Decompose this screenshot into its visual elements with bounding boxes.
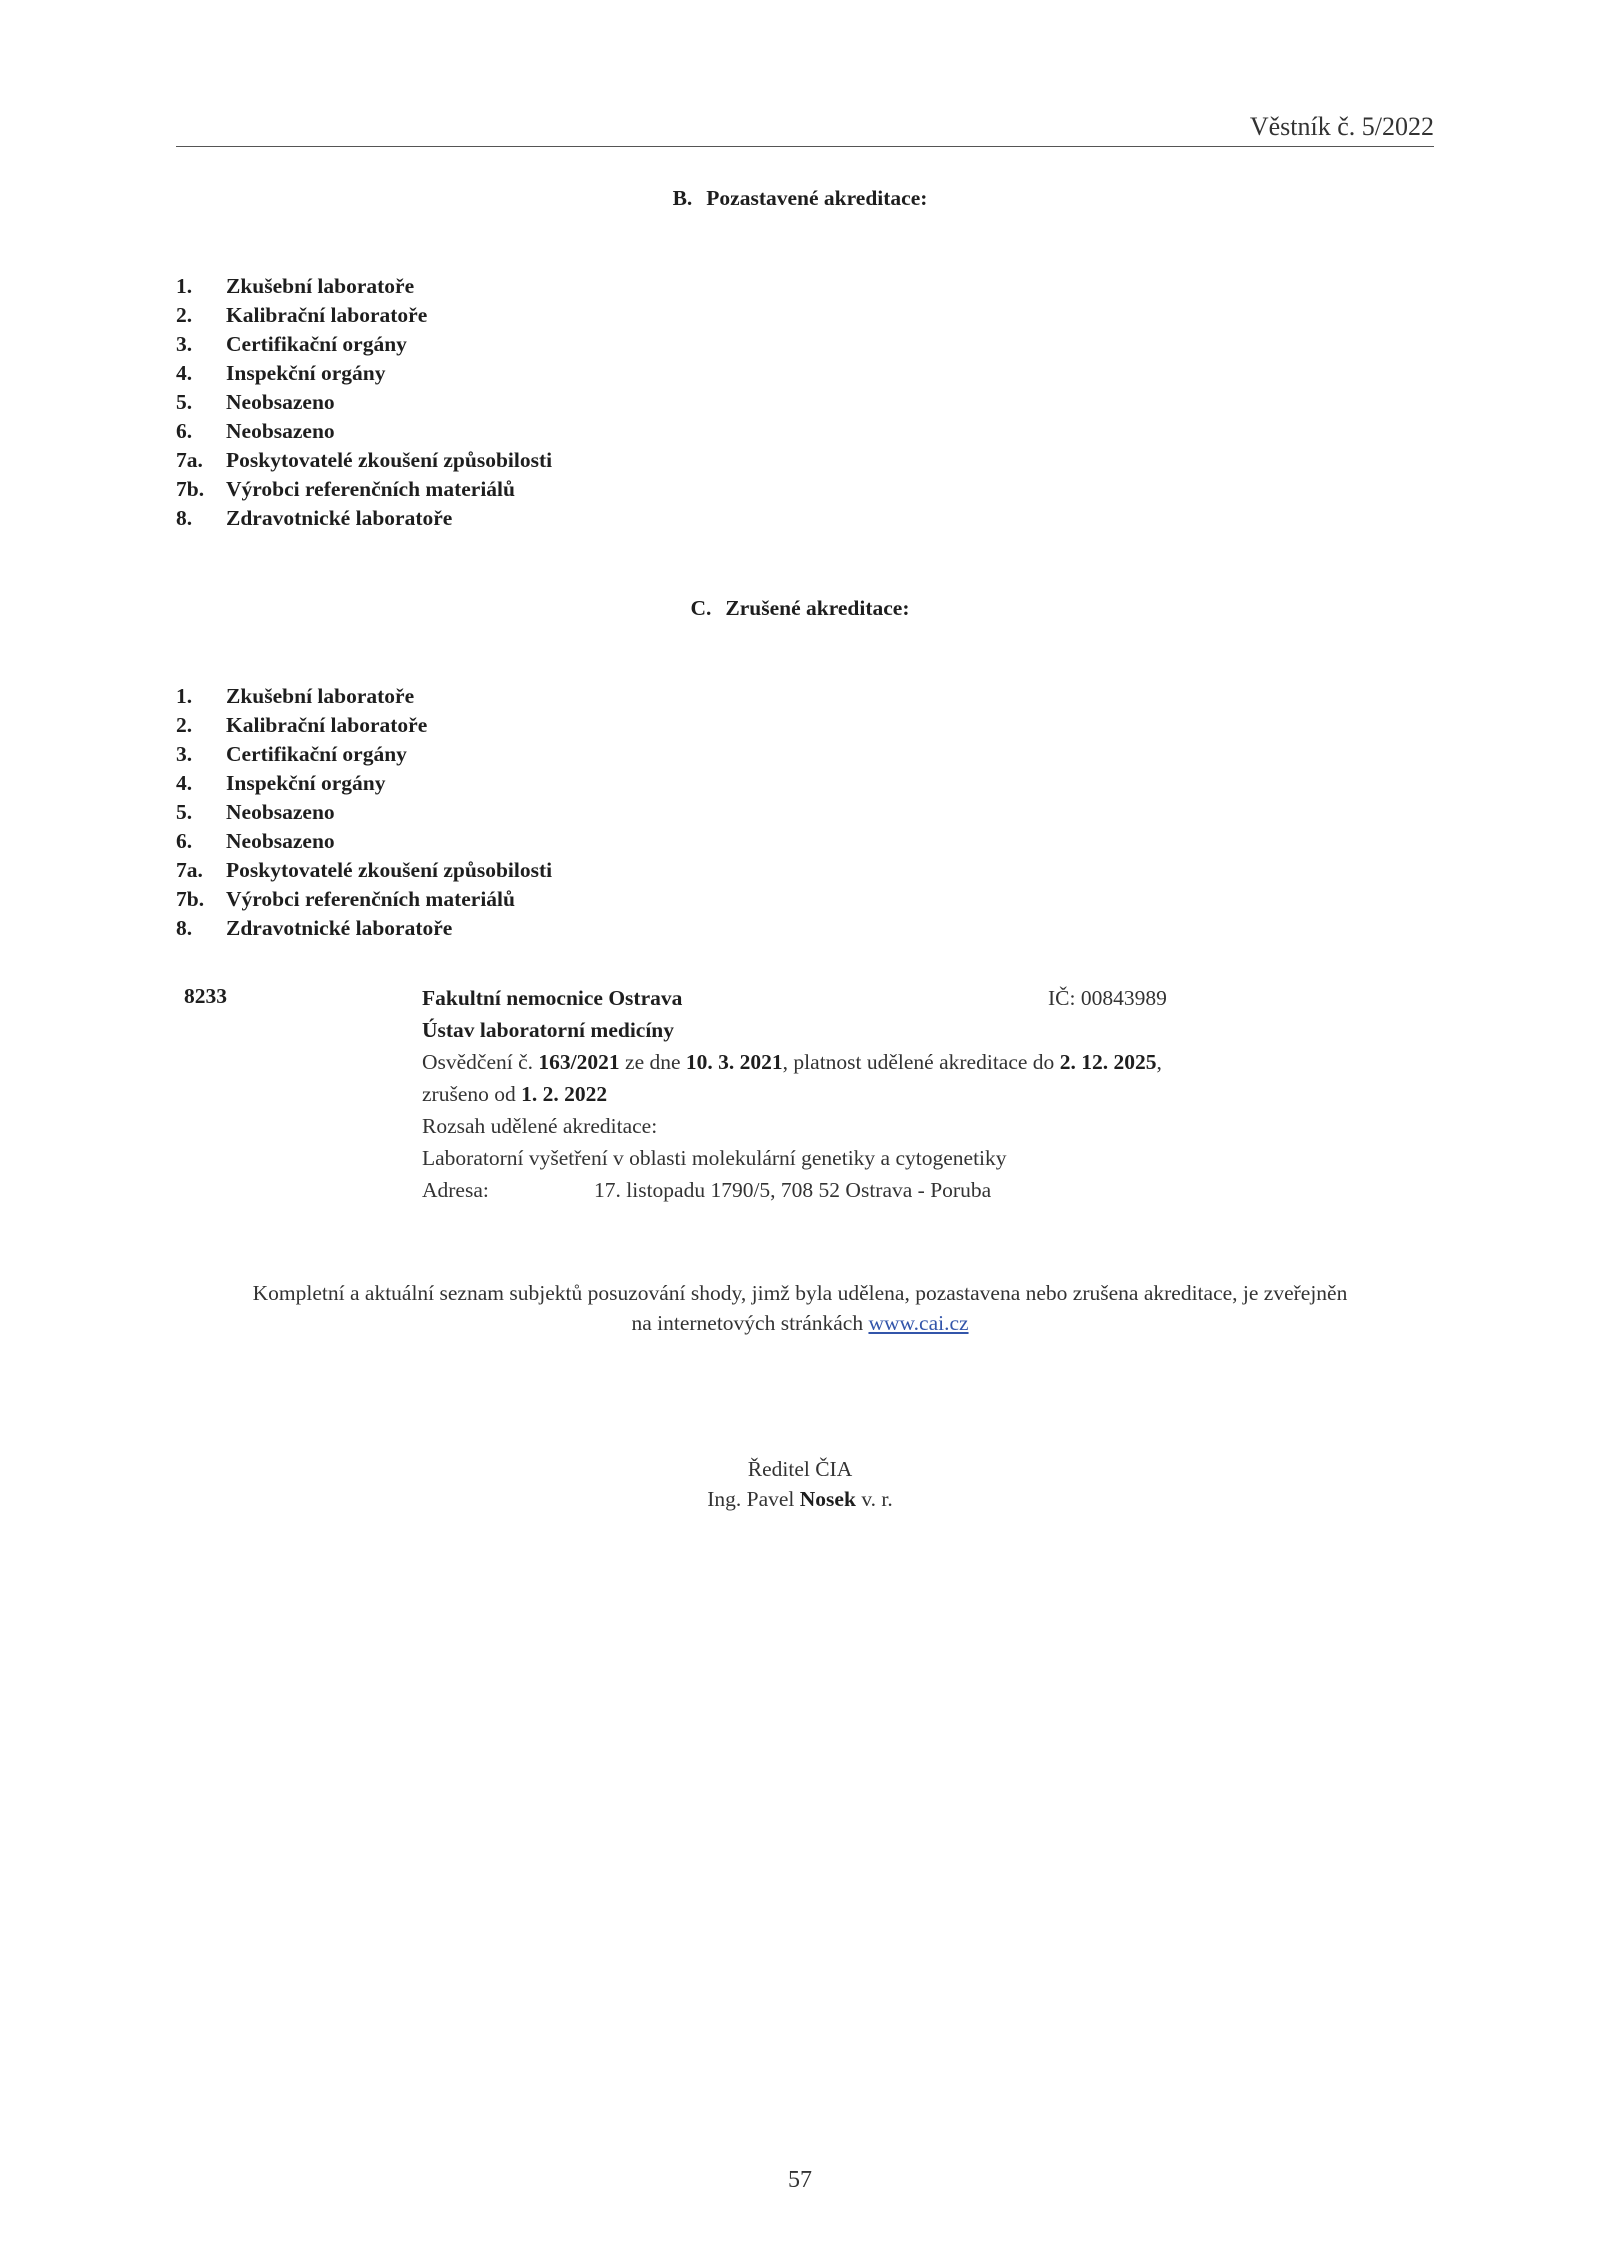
list-item — [176, 272, 552, 301]
validity-end: , — [1156, 1050, 1162, 1074]
list-item — [176, 446, 552, 475]
notice-prefix: na internetových stránkách — [631, 1311, 864, 1335]
list-item-number: 2. — [176, 303, 193, 327]
list-item-label: Neobsazeno — [226, 419, 335, 443]
cancelled-prefix: zrušeno od — [422, 1082, 516, 1106]
entry-scope-label: Rozsah udělené akreditace: — [422, 1114, 658, 1138]
entry-scope: Laboratorní vyšetření v oblasti molekulární genetiky a cytogenetiky — [422, 1146, 1007, 1170]
list-item-label: Poskytovatelé zkoušení způsobilosti — [226, 448, 553, 472]
entry-organization: Fakultní nemocnice Ostrava — [422, 986, 683, 1010]
list-item-number: 5. — [176, 390, 193, 414]
entry-department: Ústav laboratorní medicíny — [422, 1018, 675, 1042]
list-item — [176, 711, 552, 740]
list-item — [176, 856, 552, 885]
notice-line-2 — [0, 1308, 1600, 1338]
address-label: Adresa: — [422, 1178, 489, 1202]
list-item-number: 2. — [176, 713, 193, 737]
list-item — [176, 798, 552, 827]
list-item-number: 8. — [176, 506, 193, 530]
list-item-label: Neobsazeno — [226, 829, 335, 853]
address-value: 17. listopadu 1790/5, 708 52 Ostrava - Poruba — [594, 1178, 992, 1202]
notice-text — [0, 1278, 1600, 1338]
section-b-heading: Pozastavené akreditace: — [706, 186, 928, 210]
list-item-label: Zdravotnické laboratoře — [226, 506, 453, 530]
list-item-number: 4. — [176, 771, 193, 795]
list-item-number: 1. — [176, 274, 193, 298]
list-item-label: Zkušební laboratoře — [226, 684, 415, 708]
list-item-label: Inspekční orgány — [226, 771, 386, 795]
list-item — [176, 682, 552, 711]
cai-link[interactable]: www.cai.cz — [868, 1311, 969, 1335]
list-item-number: 6. — [176, 829, 193, 853]
entry-address — [422, 1174, 1432, 1206]
date-prefix: ze dne — [625, 1050, 681, 1074]
name-suffix: v. r. — [861, 1487, 893, 1511]
list-item-number: 7b. — [176, 477, 205, 501]
list-item-number: 3. — [176, 742, 193, 766]
entry-certificate — [422, 1046, 1432, 1078]
surname: Nosek — [799, 1487, 856, 1511]
validity-text: , platnost udělené akreditace do — [782, 1050, 1055, 1074]
list-item-number: 6. — [176, 419, 193, 443]
list-item — [176, 740, 552, 769]
list-item — [176, 827, 552, 856]
entry-cancelled — [422, 1078, 1432, 1110]
valid-until: 2. 12. 2025 — [1059, 1050, 1157, 1074]
list-item — [176, 769, 552, 798]
signature-name — [0, 1484, 1600, 1514]
list-item — [176, 504, 552, 533]
page-number: 57 — [788, 2167, 812, 2193]
list-item-label: Certifikační orgány — [226, 742, 407, 766]
page-header — [176, 112, 1434, 147]
list-item-number: 7a. — [176, 448, 203, 472]
list-item-label: Zdravotnické laboratoře — [226, 916, 453, 940]
list-item-number: 5. — [176, 800, 193, 824]
notice-line-1: Kompletní a aktuální seznam subjektů posuzování shody, jimž byla udělena, pozastavena nebo zrušena akreditace, je zveřejněn — [252, 1281, 1348, 1305]
list-item-number: 1. — [176, 684, 193, 708]
signature-title: Ředitel ČIA — [747, 1457, 853, 1481]
section-b-title — [0, 184, 1600, 213]
list-item — [176, 330, 552, 359]
list-item — [176, 359, 552, 388]
list-item — [176, 417, 552, 446]
list-item-number: 4. — [176, 361, 193, 385]
ico-label: IČ: — [1048, 986, 1076, 1010]
list-item-label: Neobsazeno — [226, 390, 335, 414]
list-item-label: Inspekční orgány — [226, 361, 386, 385]
list-item-label: Výrobci referenčních materiálů — [226, 887, 515, 911]
list-item-number: 7b. — [176, 887, 205, 911]
cert-date: 10. 3. 2021 — [685, 1050, 783, 1074]
section-b-list — [176, 272, 552, 533]
list-item-label: Kalibrační laboratoře — [226, 303, 428, 327]
entry-number: 8233 — [184, 984, 227, 1008]
list-item-number: 8. — [176, 916, 193, 940]
list-item-label: Poskytovatelé zkoušení způsobilosti — [226, 858, 553, 882]
list-item-label: Zkušební laboratoře — [226, 274, 415, 298]
list-item-number: 7a. — [176, 858, 203, 882]
list-item — [176, 388, 552, 417]
list-item — [176, 301, 552, 330]
section-c-letter: C. — [690, 596, 712, 620]
ico-value: 00843989 — [1080, 986, 1167, 1010]
list-item-label: Certifikační orgány — [226, 332, 407, 356]
list-item — [176, 475, 552, 504]
cancelled-date: 1. 2. 2022 — [521, 1082, 608, 1106]
section-c-heading: Zrušené akreditace: — [725, 596, 910, 620]
list-item-number: 3. — [176, 332, 193, 356]
section-b-letter: B. — [672, 186, 693, 210]
journal-title: Věstník č. 5/2022 — [1249, 112, 1434, 141]
section-c-title — [0, 594, 1600, 623]
list-item-label: Neobsazeno — [226, 800, 335, 824]
entry-body — [422, 982, 1432, 1206]
cert-prefix: Osvědčení č. — [422, 1050, 534, 1074]
cert-number: 163/2021 — [538, 1050, 620, 1074]
name-prefix: Ing. Pavel — [707, 1487, 795, 1511]
list-item-label: Výrobci referenčních materiálů — [226, 477, 515, 501]
list-item — [176, 885, 552, 914]
list-item — [176, 914, 552, 943]
signature-block — [0, 1454, 1600, 1514]
list-item-label: Kalibrační laboratoře — [226, 713, 428, 737]
section-c-list — [176, 682, 552, 943]
